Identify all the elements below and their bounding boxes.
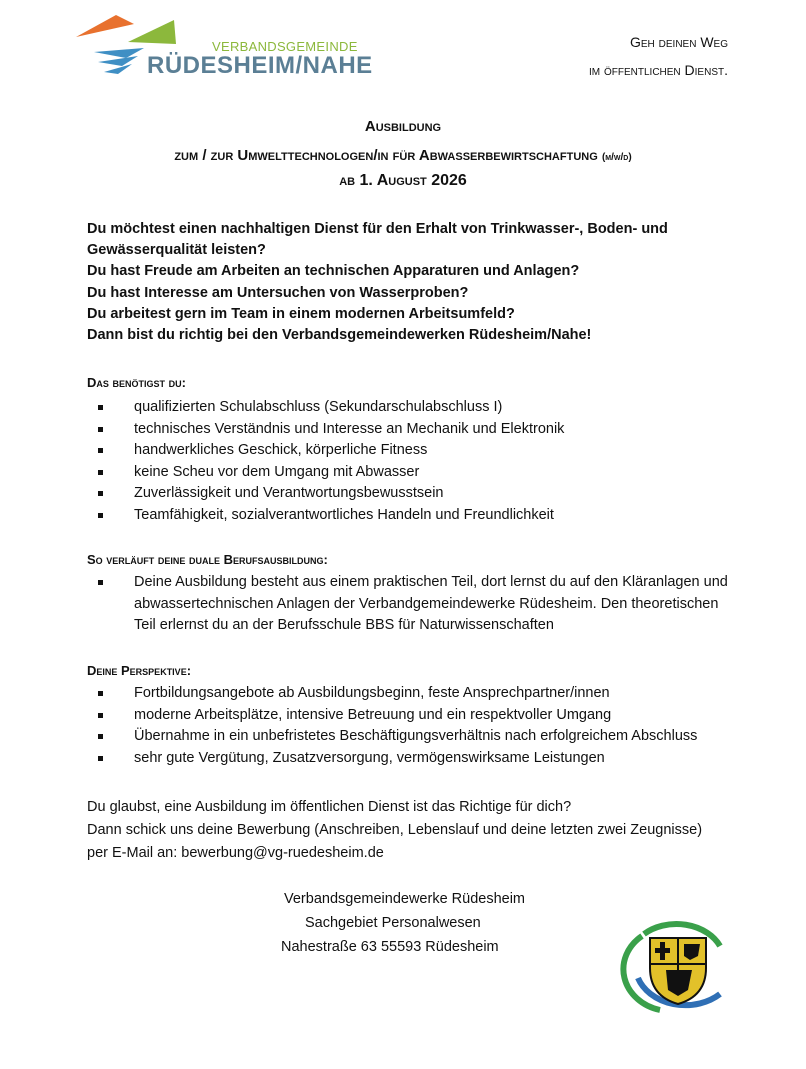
intro-line: Gewässerqualität leisten? <box>87 242 266 259</box>
slogan-line-1: Geh deinen Weg <box>629 34 728 50</box>
perspective-heading: Deine Perspektive: <box>87 663 192 678</box>
list-item: qualifizierten Schulabschluss (Sekundarschulabschluss I) <box>96 397 736 419</box>
closing-line-email: per E-Mail an: bewerbung@vg-ruedesheim.de <box>87 845 384 861</box>
training-heading: So verläuft deine duale Berufsausbildung: <box>87 552 328 567</box>
list-item: moderne Arbeitsplätze, intensive Betreuung und ein respektvoller Umgang <box>96 705 736 727</box>
intro-line: Dann bist du richtig bei den Verbandsgemeindewerken Rüdesheim/Nahe! <box>87 327 592 344</box>
requirements-list <box>96 397 736 526</box>
closing-line: Du glaubst, eine Ausbildung im öffentlichen Dienst ist das Richtige für dich? <box>87 799 572 815</box>
list-item: Deine Ausbildung besteht aus einem praktischen Teil, dort lernst du auf den Kläranlagen und abwassertechnischen Anlagen der Verbandgemeindewerke Rüdesheim. Den theoretischen Teil erlernst du an der Berufsschule BBS für Naturwissenschaften <box>96 572 736 637</box>
title-gender-suffix: (m/w/d) <box>601 152 632 163</box>
logo-text-ruedesheim: RÜDESHEIM/NAHE <box>147 52 373 79</box>
intro-line: Du hast Interesse am Untersuchen von Wasserproben? <box>87 284 469 301</box>
slogan-line-2: im öffentlichen Dienst. <box>588 62 728 78</box>
intro-line: Du arbeitest gern im Team in einem modernen Arbeitsumfeld? <box>87 305 515 322</box>
list-item: Zuverlässigkeit und Verantwortungsbewusstsein <box>96 483 736 505</box>
closing-line: Dann schick uns deine Bewerbung (Anschreiben, Lebenslauf und deine letzten zwei Zeugnisse) <box>87 822 703 838</box>
list-item: Teamfähigkeit, sozialverantwortliches Handeln und Freundlichkeit <box>96 505 736 527</box>
address-department: Sachgebiet Personalwesen <box>305 915 481 931</box>
closing-block <box>87 796 767 865</box>
title-start-date: ab 1. August 2026 <box>339 172 467 189</box>
address-street: Nahestraße 63 55593 Rüdesheim <box>281 939 499 955</box>
intro-block <box>87 219 747 346</box>
crest-icon <box>620 916 730 1016</box>
title-job-text: zum / zur Umwelttechnologen/in für Abwasserbewirtschaftung <box>174 147 598 164</box>
list-item: handwerkliches Geschick, körperliche Fitness <box>96 440 736 462</box>
list-item: Übernahme in ein unbefristetes Beschäftigungsverhältnis nach erfolgreichem Abschluss <box>96 726 736 748</box>
list-item: Fortbildungsangebote ab Ausbildungsbeginn, feste Ansprechpartner/innen <box>96 683 736 705</box>
logo-blue-stripe-2 <box>98 56 138 66</box>
logo-orange-stripe <box>76 15 134 37</box>
training-list <box>96 572 736 637</box>
perspective-list <box>96 683 736 769</box>
address-organization: Verbandsgemeindewerke Rüdesheim <box>284 891 526 907</box>
list-item: keine Scheu vor dem Umgang mit Abwasser <box>96 462 736 484</box>
intro-line: Du hast Freude am Arbeiten an technischen Apparaturen und Anlagen? <box>87 263 580 280</box>
list-item: technisches Verständnis und Interesse an Mechanik und Elektronik <box>96 419 736 441</box>
title-ausbildung: Ausbildung <box>364 118 442 135</box>
logo-text-verbandsgemeinde: VERBANDSGEMEINDE <box>212 39 358 54</box>
logo-green-stripe <box>128 20 176 44</box>
crest-cross-h <box>655 948 670 953</box>
title-job <box>0 147 806 164</box>
requirements-heading: Das benötigst du: <box>87 375 186 390</box>
list-item: sehr gute Vergütung, Zusatzversorgung, vermögenswirksame Leistungen <box>96 748 736 770</box>
intro-line: Du möchtest einen nachhaltigen Dienst für den Erhalt von Trinkwasser-, Boden- und <box>87 221 668 237</box>
logo-blue-stripe-3 <box>104 64 132 74</box>
